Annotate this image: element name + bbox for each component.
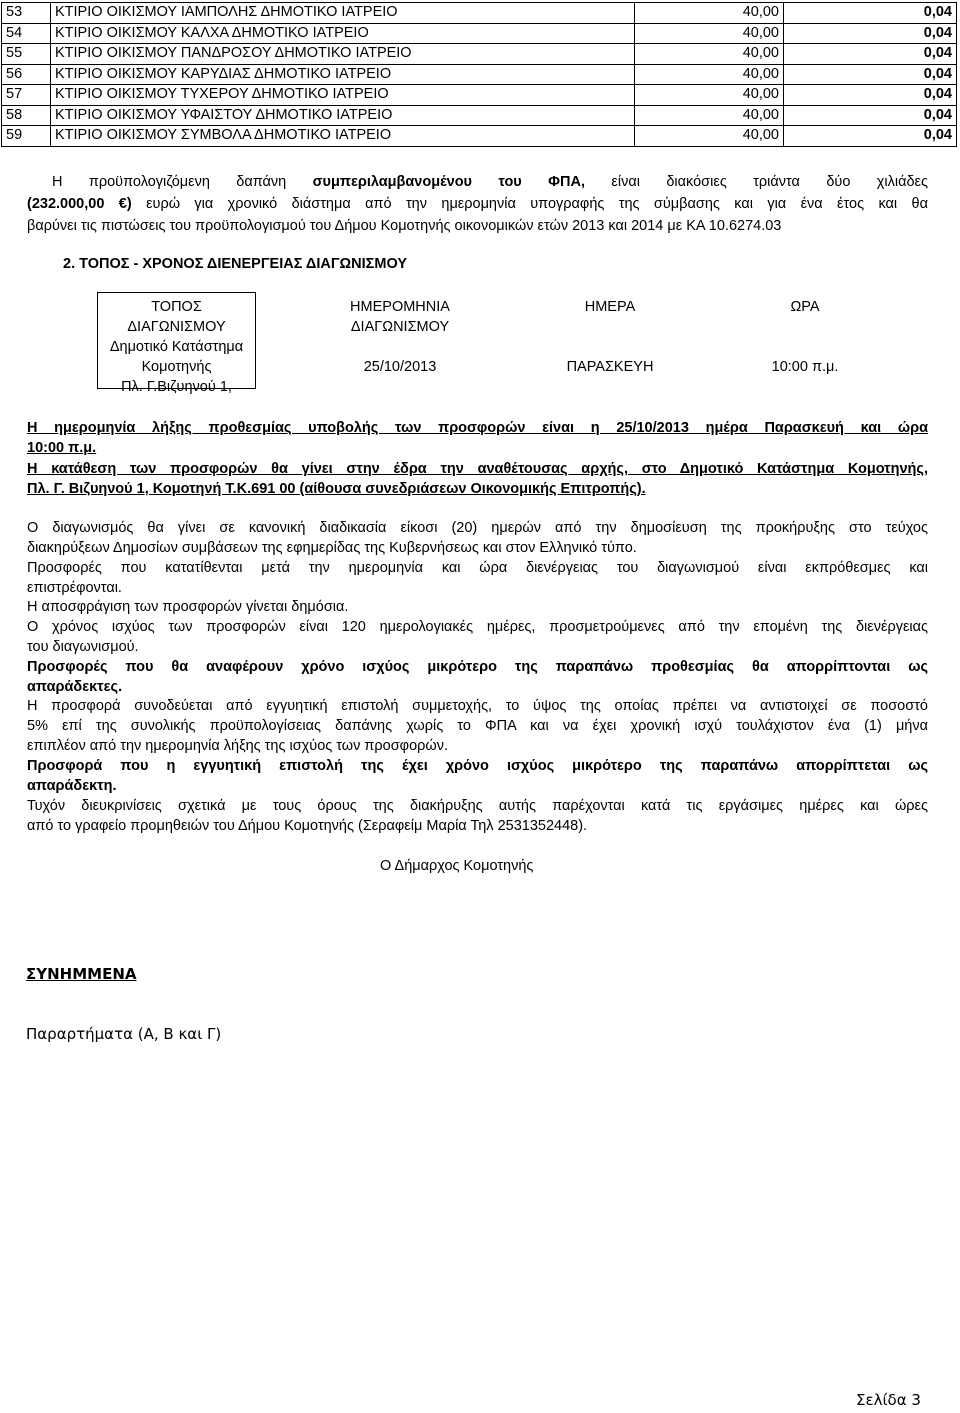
- table-row: [2, 3, 957, 24]
- item-price: 40,00: [635, 126, 784, 147]
- item-number: 54: [2, 23, 51, 44]
- item-quantity: 0,04: [784, 3, 957, 24]
- deadline-line-4: Πλ. Γ. Βιζυηνού 1, Κομοτηνή Τ.Κ.691 00 (αίθουσα συνεδριάσεων Οικονομικής Επιτροπής).: [27, 481, 646, 497]
- body-line-13: Προσφορά που η εγγυητική επιστολή της έχει χρόνο ισχύος μικρότερο της παραπάνω απορρίπτεται ως: [27, 758, 928, 774]
- body-line-8: Προσφορές που θα αναφέρουν χρόνο ισχύος μικρότερο της παραπάνω προθεσμίας θα απορρίπτονται ως: [27, 659, 928, 675]
- attachments-text: Παραρτήματα (Α, Β και Γ): [26, 1025, 222, 1043]
- item-number: 56: [2, 64, 51, 85]
- item-price: 40,00: [635, 23, 784, 44]
- table-row: [2, 64, 957, 85]
- item-price: 40,00: [635, 85, 784, 106]
- body-line-7: του διαγωνισμού.: [27, 639, 139, 655]
- budget-line-2: (232.000,00 €) ευρώ για χρονικό διάστημα από την ημερομηνία υπογραφής της σύμβασης και για ένα έτος και θα: [27, 196, 928, 212]
- item-description: ΚΤΙΡΙΟ ΟΙΚΙΣΜΟΥ ΚΑΡΥΔΙΑΣ ΔΗΜΟΤΙΚΟ ΙΑΤΡΕΙΟ: [51, 64, 635, 85]
- body-line-2: διακηρύξεων Δημοσίων συμβάσεων της εφημερίδας της Κυβερνήσεως και στον Ελληνικό τύπο.: [27, 540, 637, 556]
- item-description: ΚΤΙΡΙΟ ΟΙΚΙΣΜΟΥ ΤΥΧΕΡΟΥ ΔΗΜΟΤΙΚΟ ΙΑΤΡΕΙΟ: [51, 85, 635, 106]
- section-2-heading: 2. ΤΟΠΟΣ - ΧΡΟΝΟΣ ΔΙΕΝΕΡΓΕΙΑΣ ΔΙΑΓΩΝΙΣΜΟΥ: [63, 256, 407, 272]
- item-price: 40,00: [635, 105, 784, 126]
- item-description: ΚΤΙΡΙΟ ΟΙΚΙΣΜΟΥ ΚΑΛΧΑ ΔΗΜΟΤΙΚΟ ΙΑΤΡΕΙΟ: [51, 23, 635, 44]
- page-number: Σελίδα 3: [856, 1391, 921, 1409]
- item-description: ΚΤΙΡΙΟ ΟΙΚΙΣΜΟΥ ΠΑΝΔΡΟΣΟΥ ΔΗΜΟΤΙΚΟ ΙΑΤΡΕΙΟ: [51, 44, 635, 65]
- budget-line-1: Η προϋπολογιζόμενη δαπάνη συμπεριλαμβανομένου του ΦΠΑ, είναι διακόσιες τριάντα δύο χιλιάδες: [52, 174, 929, 190]
- item-quantity: 0,04: [784, 23, 957, 44]
- item-number: 59: [2, 126, 51, 147]
- item-number: 53: [2, 3, 51, 24]
- deadline-line-3: Η κατάθεση των προσφορών θα γίνει στην έδρα την αναθέτουσας αρχής, στο Δημοτικό Κατάστημα Κομοτηνής,: [27, 461, 928, 477]
- table-row: [2, 105, 957, 126]
- body-line-11: 5% επί της συνολικής προϋπολογίσειας δαπάνης χωρίς το ΦΠΑ και να έχει χρονική ισχύ τουλάχιστον ένα (1) μήνα: [27, 718, 928, 734]
- table-row: [2, 85, 957, 106]
- date-header: ΗΜΕΡΟΜΗΝΙΑ ΔΙΑΓΩΝΙΣΜΟΥ: [350, 299, 450, 335]
- signature: Ο Δήμαρχος Κομοτηνής: [380, 858, 534, 874]
- body-line-1: Ο διαγωνισμός θα γίνει σε κανονική διαδικασία είκοσι (20) ημερών από την δημοσίευση της προκήρυξης στο τεύχος: [27, 520, 928, 536]
- time-header: ΩΡΑ: [790, 299, 820, 315]
- body-line-4: επιστρέφονται.: [27, 580, 122, 596]
- item-description: ΚΤΙΡΙΟ ΟΙΚΙΣΜΟΥ ΙΑΜΠΟΛΗΣ ΔΗΜΟΤΙΚΟ ΙΑΤΡΕΙΟ: [51, 3, 635, 24]
- item-description: ΚΤΙΡΙΟ ΟΙΚΙΣΜΟΥ ΥΦΑΙΣΤΟΥ ΔΗΜΟΤΙΚΟ ΙΑΤΡΕΙΟ: [51, 105, 635, 126]
- item-price: 40,00: [635, 3, 784, 24]
- body-line-3: Προσφορές που κατατίθενται μετά την ημερομηνία και ώρα διενέργειας του διαγωνισμού είναι εκπρόθεσμες και: [27, 560, 928, 576]
- item-number: 57: [2, 85, 51, 106]
- body-line-12: επιπλέον από την ημερομηνία λήξης της ισχύος των προσφορών.: [27, 738, 448, 754]
- date-value: 25/10/2013: [363, 359, 437, 375]
- time-value: 10:00 π.μ.: [771, 359, 839, 375]
- item-quantity: 0,04: [784, 85, 957, 106]
- item-quantity: 0,04: [784, 105, 957, 126]
- body-line-16: από το γραφείο προμηθειών του Δήμου Κομοτηνής (Σεραφείμ Μαρία Τηλ 2531352448).: [27, 818, 588, 834]
- place-header: ΤΟΠΟΣ ΔΙΑΓΩΝΙΣΜΟΥ Δημοτικό Κατάστημα Κομοτηνής Πλ. Γ.Βιζυηνού 1,: [109, 299, 244, 395]
- table-row: [2, 44, 957, 65]
- item-description: ΚΤΙΡΙΟ ΟΙΚΙΣΜΟΥ ΣΥΜΒΟΛΑ ΔΗΜΟΤΙΚΟ ΙΑΤΡΕΙΟ: [51, 126, 635, 147]
- item-number: 55: [2, 44, 51, 65]
- table-row: [2, 23, 957, 44]
- attachments-title: ΣΥΝΗΜΜΕΝΑ: [26, 965, 137, 983]
- body-line-15: Τυχόν διευκρινίσεις σχετικά με τους όρους της διακήρυξης αυτής παρέχονται κατά τις εργάσιμες ημέρες και ώρες: [27, 798, 928, 814]
- budget-line-3: βαρύνει τις πιστώσεις του προϋπολογισμού του Δήμου Κομοτηνής οικονομικών ετών 2013 και 2014 με ΚΑ 10.6274.03: [27, 218, 782, 234]
- body-line-6: Ο χρόνος ισχύος των προσφορών είναι 120 ημερολογιακές ημέρες, προσμετρούμενες από την επομένη της διενέργειας: [27, 619, 928, 635]
- item-quantity: 0,04: [784, 64, 957, 85]
- body-line-14: απαράδεκτη.: [27, 778, 117, 794]
- items-table: [1, 2, 957, 147]
- body-line-9: απαράδεκτες.: [27, 679, 123, 695]
- item-price: 40,00: [635, 44, 784, 65]
- deadline-line-1: Η ημερομηνία λήξης προθεσμίας υποβολής των προσφορών είναι η 25/10/2013 ημέρα Παρασκευή και ώρα: [27, 420, 928, 436]
- item-quantity: 0,04: [784, 126, 957, 147]
- deadline-line-2: 10:00 π.μ.: [27, 440, 97, 456]
- item-number: 58: [2, 105, 51, 126]
- day-header: ΗΜΕΡΑ: [584, 299, 636, 315]
- body-line-10: Η προσφορά συνοδεύεται από εγγυητική επιστολή συμμετοχής, το ύψος της οποίας πρέπει να αντιστοιχεί σε ποσοστό: [27, 698, 928, 714]
- item-quantity: 0,04: [784, 44, 957, 65]
- body-line-5: Η αποσφράγιση των προσφορών γίνεται δημόσια.: [27, 599, 349, 615]
- table-row: [2, 126, 957, 147]
- day-value: ΠΑΡΑΣΚΕΥΗ: [566, 359, 654, 375]
- item-price: 40,00: [635, 64, 784, 85]
